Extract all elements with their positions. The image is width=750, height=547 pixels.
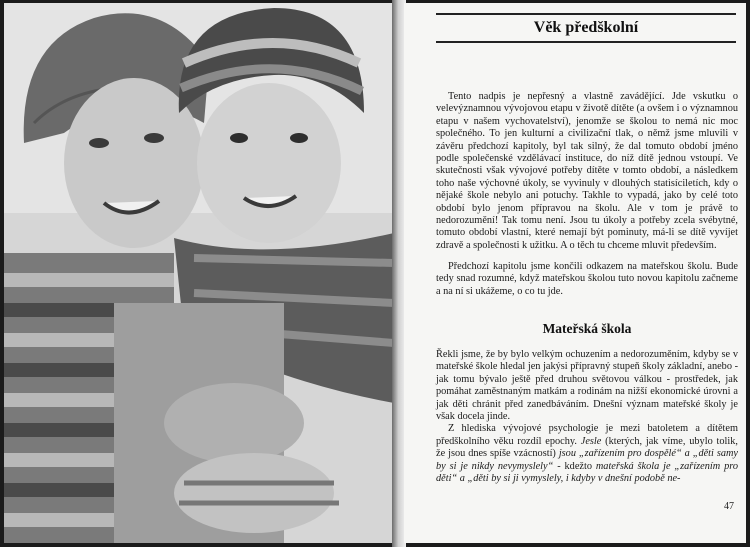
paragraph-4-part-b: Jesle bbox=[580, 435, 602, 447]
paragraph-4-part-c: (kterých, jak víme, ubylo tolik, že jsou dnes spíše vzácností) bbox=[436, 435, 738, 460]
transition-text bbox=[436, 261, 738, 298]
paragraph-2: Předchozí kapitolu jsme končili odkazem na mateřskou školu. Bude tedy snad rozumné, když mateřskou školou tuto novou kapitolu začneme a na ní si ukážeme, o co tu jde. bbox=[436, 261, 738, 297]
paragraph-4-part-e: - kdežto bbox=[553, 460, 596, 472]
intro-text bbox=[436, 91, 738, 252]
section-text bbox=[436, 349, 738, 485]
paragraph-3: Řekli jsme, že by bylo velkým ochuzením a nedorozuměním, kdyby se v mateřské škole hledal jen jakýsi přípravný stupeň školy základní, anebo - jak tomu bývalo ještě před druhou světovou válkou - prostředek, jak pomáhat zaměstnaným matkám a rodinám na nižší ekonomické úrovni a jak děti chránit před zanedbáváním. Dnešní význam mateřské školy je však docela jinde. bbox=[436, 349, 738, 423]
chapter-title: Věk předškolní bbox=[533, 19, 639, 36]
page-number: 47 bbox=[724, 501, 734, 512]
paragraph-4-part-f: mateřská škola je „zařízením pro děti“ a „děti by si ji vymyslely, i kdyby v dnešní podobě ne- bbox=[436, 460, 739, 485]
chapter-heading bbox=[436, 13, 736, 43]
text-page bbox=[404, 3, 746, 543]
photo-mother-child bbox=[4, 3, 394, 543]
paragraph-4-part-d: jsou „zařízením pro dospělé“ a „děti samy by si je nikdy nevymyslely“ bbox=[436, 448, 738, 472]
paragraph-1: Tento nadpis je nepřesný a vlastně zavádějící. Jde vskutku o velevýznamnou vývojovou etapu v životě dítěte (a ovšem i o významnou etapu v našem vychovatelství), jenomže se školou to nemá nic moc společného. To jen kulturní a civilizační tlak, o němž jsme mluvili v závěru předchozí kapitoly, byl tak silný, že dal tomuto období jméno podle společenské vzdělávací instituce, do níž dítě jednou vstoupí. Ve skutečnosti však vývojové potřeby dítěte v tomto období, a následkem toho naše výchovné úkoly, se vyvinuly v dlouhých statisíciletích, kdy o nějaké škole nebylo ani potuchy. Takhle to vypadá, jako by celé toto období bylo jenom přípravou na školu. Ale v tom je právě to nedorozumění! Tak tomu není. Jsou tu úkoly a potřeby zcela svébytné, tomuto období vlastní, které nemají být pominuty, má-li se dítě vyvíjet zdravě a společnosti k užitku. A o těch tu chceme mluvit především. bbox=[436, 91, 738, 251]
paragraph-4 bbox=[436, 423, 738, 485]
photo-page bbox=[4, 3, 394, 543]
paragraph-4-part-a: Z hlediska vývojové psychologie je mezi batoletem a dítětem předškolního věku rozdíl epochy. bbox=[436, 423, 738, 447]
section-title: Mateřská škola bbox=[542, 321, 632, 336]
